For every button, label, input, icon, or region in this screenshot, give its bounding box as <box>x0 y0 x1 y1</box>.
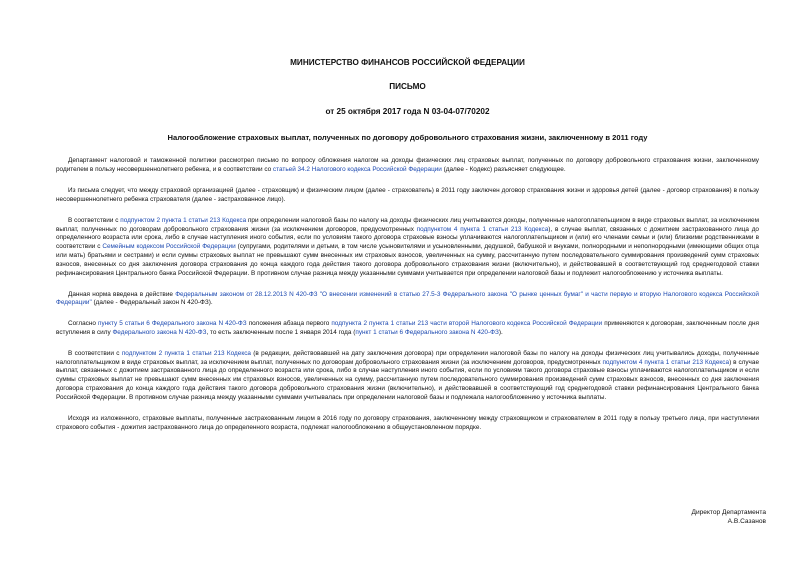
law-reference-link[interactable]: подпункта 2 пункта 1 статьи 213 части второй Налогового кодекса Российской Федерации <box>331 320 603 328</box>
document-type: ПИСЬМО <box>389 82 426 92</box>
paragraph-text: (далее - Кодекс) разъясняет следующее. <box>441 166 566 174</box>
body-paragraph-1 <box>56 157 759 175</box>
law-reference-link[interactable]: Семейным кодексом Российской Федерации <box>102 243 236 251</box>
signatory-position: Директор Департамента <box>691 509 766 516</box>
paragraph-text: (в редакции, действовавшей на дату заключения договора) при определении налоговой базы по налогу на доходы физических лиц учитывались доходы, полученные налогоплательщиком в виде страховых выплат, за исключением выплат, полученных по договорам добровольного страхования жизни (за исключением договоров, предусмотренных <box>56 349 760 366</box>
paragraph-text: положения абзаца первого <box>246 320 332 328</box>
paragraph-text: , то есть заключенным после 1 января 2014 года ( <box>206 329 356 336</box>
ministry-name: МИНИСТЕРСТВО ФИНАНСОВ РОССИЙСКОЙ ФЕДЕРАЦИИ <box>290 58 525 67</box>
paragraph-text: Исходя из изложенного, страховые выплаты, полученные застрахованным лицом в 2016 году по договору страхования, заключенному между страховщиком и страхователем в 2011 году в пользу третьего лица, при наступлении страхового события - дожития застрахованного лица до определенного возраста, подлежат налогообложению в общеустановленном порядке. <box>56 414 759 431</box>
paragraph-text: Из письма следует, что между страховой организацией (далее - страховщик) и физическим лицом (далее - страхователь) в 2011 году заключен договор страхования жизни и здоровья детей (далее - договор страхования) в пользу несовершеннолетнего ребенка страхователя (далее - застрахованное лицо). <box>56 187 759 203</box>
paragraph-text: В соответствии с <box>68 349 122 357</box>
paragraph-text: при определении налоговой базы по налогу на доходы физических лиц учитываются доходы, полученные налогоплательщиком в виде страховых выплат, за исключением выплат, полученных по договорам добровольного страхования жизни (за исключением договоров, предусмотренных <box>56 216 760 233</box>
body-paragraph-4 <box>56 291 759 309</box>
paragraph-text: ) в случае выплат, связанных с дожитием застрахованного лица до определенного возраста или срока, либо в случае наступления иного события, если по условиям такого договора страховые взносы уплачиваются налогоплательщиком и если суммы страховых выплат не превышают сумм внесенных им страховых взносов, увеличенных на сумму, рассчитанную путем последовательного суммирования произведений сумм страховых взносов, внесенных со дня заключения договора страхования до конца каждого года действия такого договора добровольного страхования жизни (включительно), и действовавшей в соответствующий год среднегодовой ставки рефинансирования Центрального банка Российской Федерации. В противном случае разница между указанными суммами учитывалась при определении налоговой базы и подлежала налогообложению у источника выплаты. <box>56 358 759 401</box>
paragraph-text: (далее - Федеральный закон N 420-ФЗ). <box>91 299 213 307</box>
paragraph-text: ), в случае выплат, связанных с дожитием застрахованного лица до определенного возраста или срока, либо в случае наступления иного события, если по условиям такого договора страховые взносы уплачиваются налогоплательщиком и (или) его членами семьи и (или) близкими родственниками в соответствии с <box>56 225 759 251</box>
document-date-number: от 25 октября 2017 года N 03-04-07/70202 <box>325 106 490 116</box>
paragraph-text: Данная норма введена в действие <box>68 290 176 298</box>
paragraph-text: Согласно <box>68 320 98 328</box>
body-paragraph-5 <box>56 320 759 338</box>
signature-block <box>691 509 766 527</box>
document-body <box>56 157 759 432</box>
law-reference-link[interactable]: статьей 34.2 Налогового кодекса Российской Федерации <box>272 166 442 174</box>
law-reference-link[interactable]: Федеральным законом от 28.12.2013 N 420-ФЗ "О внесении изменений в статью 27.5-3 Федерального закона "О рынке ценных бумаг" и части первую и вторую Налогового кодекса Российской Федерации" <box>56 290 759 307</box>
paragraph-text: В соответствии с <box>68 216 121 224</box>
body-paragraph-2 <box>56 187 759 205</box>
body-paragraph-7 <box>56 415 759 433</box>
law-reference-link[interactable]: подпунктом 2 пункта 1 статьи 213 Кодекса <box>120 216 247 224</box>
signatory-name: А.В.Сазанов <box>727 517 766 525</box>
law-reference-link[interactable]: подпунктом 2 пункта 1 статьи 213 Кодекса <box>121 349 251 357</box>
paragraph-text: Департамент налоговой и таможенной политики рассмотрел письмо по вопросу обложения налогом на доходы физических лиц страховых выплат, полученных по договору добровольного страхования жизни, заключенному родителем в пользу несовершеннолетнего ребенка, и в соответствии со <box>56 157 759 174</box>
body-paragraph-3 <box>56 217 759 279</box>
law-reference-link[interactable]: пункту 5 статьи 6 Федерального закона N 420-ФЗ <box>97 320 247 328</box>
law-reference-link[interactable]: пункт 1 статьи 6 Федерального закона N 420-ФЗ <box>355 329 499 336</box>
law-reference-link[interactable]: подпунктом 4 пункта 1 статьи 213 Кодекса <box>416 225 549 233</box>
law-reference-link[interactable]: подпунктом 4 пункта 1 статьи 213 Кодекса <box>602 358 730 366</box>
paragraph-text: (супругами, родителями и детьми, в том числе усыновителями и усыновленными, дедушкой, бабушкой и внуками, полнородными и неполнородными (имеющими общих отца или мать) братьями и сестрами) и если суммы страховых выплат не превышают сумм внесенных им страховых взносов, увеличенных на сумму, рассчитанную путем последовательного суммирования произведений сумм страховых взносов, внесенных со дня заключения договора страхования до конца каждого года действия такого договора добровольного страхования жизни (включительно), и действовавшей в соответствующий год среднегодовой ставки рефинансирования Центрального банка Российской Федерации. В противном случае разница между указанными суммами учитывается при определении налоговой базы и подлежит налогообложению у источника выплаты. <box>56 243 759 277</box>
body-paragraph-6 <box>56 350 759 403</box>
paragraph-text: применяются к договорам, заключенным после дня вступления в силу <box>56 320 759 336</box>
law-reference-link[interactable]: Федерального закона N 420-ФЗ <box>112 329 207 336</box>
paragraph-text: ). <box>498 329 503 336</box>
document-subject: Налогообложение страховых выплат, полученных по договору добровольного страхования жизни, заключенному в 2011 году <box>167 132 648 142</box>
